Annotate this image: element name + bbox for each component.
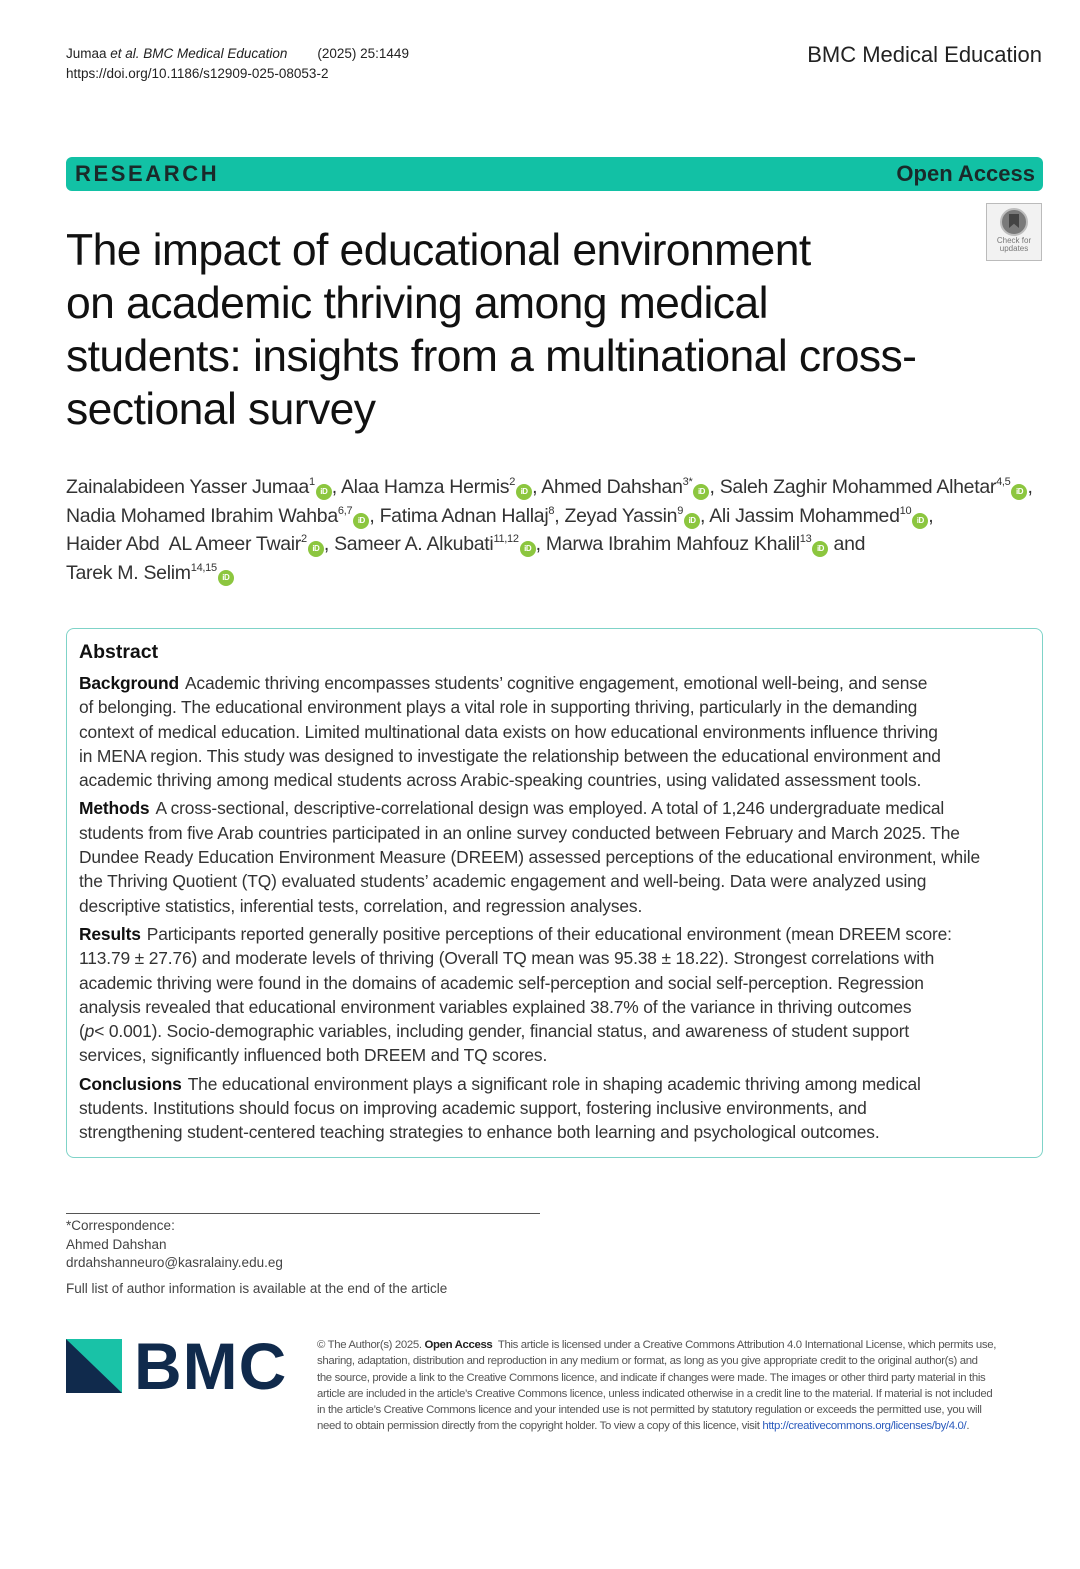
orcid-icon[interactable]: iD xyxy=(308,541,324,557)
text-line: 113.79 ± 27.76) and moderate levels of thriving (Overall TQ mean was 95.38 ± 18.22). Strongest correlations with xyxy=(79,948,935,969)
correspondence-label: *Correspondence: xyxy=(66,1218,175,1233)
author-line xyxy=(66,559,1046,588)
text-line: academic thriving were found in the domains of academic self-perception and social self-perception. Regression xyxy=(79,972,924,993)
affiliation: 8 xyxy=(548,504,555,517)
correspondence-email[interactable]: drdahshanneuro@kasralainy.edu.eg xyxy=(66,1255,283,1270)
text-line: sharing, adaptation, distribution and reproduction in any medium or format, as long as you give appropriate credit to the original author(s) and xyxy=(317,1355,978,1368)
separator: , xyxy=(331,476,341,498)
license-notice xyxy=(317,1337,1045,1435)
author-name: Marwa Ibrahim Mahfouz Khalil xyxy=(545,533,800,555)
abstract-conclusions xyxy=(79,1072,1030,1145)
author[interactable] xyxy=(66,476,341,498)
orcid-icon[interactable]: iD xyxy=(912,513,928,529)
check-for-updates-button[interactable] xyxy=(986,203,1042,261)
author-name: Fatima Adnan Hallaj xyxy=(379,504,549,527)
affiliation: 3* xyxy=(682,476,693,488)
title-line: students: insights from a multinational cross- xyxy=(66,332,917,381)
citation-volume: (2025) 25:1449 xyxy=(317,46,409,61)
author[interactable] xyxy=(334,533,546,555)
check-for-updates-line1: Check for xyxy=(996,236,1032,245)
author-list xyxy=(66,473,1046,587)
p-paren: ( xyxy=(79,1021,85,1042)
author-line xyxy=(66,530,1046,559)
license-link[interactable]: http://creativecommons.org/licenses/by/4.0/ xyxy=(762,1420,967,1433)
separator: , xyxy=(554,504,565,527)
article-title xyxy=(66,224,966,436)
author-info-note: Full list of author information is available at the end of the article xyxy=(66,1281,448,1296)
text-line: of belonging. The educational environment plays a vital role in supporting thriving, particularly in the demanding xyxy=(79,697,918,718)
abstract-heading: Abstract xyxy=(79,641,159,663)
text-line: students from five Arab countries participated in an online survey conducted between February and March 2025. The xyxy=(79,822,960,843)
section-label: Conclusions xyxy=(79,1073,182,1094)
affiliation: 10 xyxy=(899,504,912,517)
affiliation: 14,15 xyxy=(190,561,217,574)
section-label: Background xyxy=(79,673,179,693)
text-line: Participants reported generally positive perceptions of their educational environment (mean DREEM score: xyxy=(146,923,952,944)
check-for-updates-line2: updates xyxy=(999,244,1029,253)
footnote-divider xyxy=(66,1213,540,1214)
citation-journal: et al. BMC Medical Education xyxy=(110,46,288,61)
author-name: Ahmed Dahshan xyxy=(541,476,683,498)
author-name: Zeyad Yassin xyxy=(564,504,678,527)
open-access-label: Open Access xyxy=(424,1339,493,1351)
author[interactable] xyxy=(546,533,865,555)
period: . xyxy=(966,1420,970,1433)
citation-header xyxy=(66,44,409,84)
logo-text: BMC xyxy=(134,1329,288,1403)
orcid-icon[interactable]: iD xyxy=(693,484,709,500)
p-symbol: p xyxy=(84,1021,95,1042)
author[interactable] xyxy=(720,476,1033,498)
author-name: Zainalabideen Yasser Jumaa xyxy=(66,476,309,498)
separator: , xyxy=(928,504,934,527)
abstract-background xyxy=(79,671,1030,792)
citation-authors: Jumaa xyxy=(66,46,111,61)
separator: , xyxy=(700,504,710,527)
author[interactable] xyxy=(66,533,334,555)
journal-name: BMC Medical Education xyxy=(807,42,1042,67)
abstract-methods xyxy=(79,796,1030,917)
separator: , xyxy=(709,476,720,498)
section-label: Methods xyxy=(79,798,150,819)
separator: , xyxy=(532,476,542,498)
author-name: Alaa Hamza Hermis xyxy=(340,476,510,498)
text-line: < 0.001). Socio-demographic variables, including gender, financial status, and awareness of student support xyxy=(94,1021,910,1042)
separator: , xyxy=(1027,476,1033,498)
text-line: the source, provide a link to the Creative Commons licence, and indicate if changes were made. The images or other third party material in this xyxy=(317,1371,986,1384)
orcid-icon[interactable]: iD xyxy=(812,541,828,557)
separator: , xyxy=(535,533,546,555)
doi-link[interactable]: https://doi.org/10.1186/s12909-025-08053-2 xyxy=(66,66,329,81)
author[interactable] xyxy=(66,505,380,527)
author-name: Haider Abd AL Ameer Twair xyxy=(66,533,301,555)
correspondence xyxy=(66,1217,283,1273)
author-name: Nadia Mohamed Ibrahim Wahba xyxy=(66,504,338,527)
title-line: The impact of educational environment xyxy=(66,226,811,275)
author[interactable] xyxy=(564,505,709,527)
text-line: the Thriving Quotient (TQ) evaluated students’ academic engagement and well-being. Data were analyzed using xyxy=(79,871,927,892)
affiliation: 6,7 xyxy=(337,504,353,517)
text-line: Academic thriving encompasses students’ cognitive engagement, emotional well-being, and sense xyxy=(184,673,928,693)
copyright: © The Author(s) 2025. xyxy=(317,1339,422,1351)
orcid-icon[interactable]: iD xyxy=(316,484,332,500)
orcid-icon[interactable]: iD xyxy=(218,570,234,586)
orcid-icon[interactable]: iD xyxy=(516,484,532,500)
author[interactable] xyxy=(709,505,933,527)
text-line: This article is licensed under a Creative Commons Attribution 4.0 International License, which permits use, xyxy=(497,1339,997,1351)
article-type-banner xyxy=(66,157,1043,191)
abstract-results xyxy=(79,922,1030,1068)
affiliation: 13 xyxy=(799,533,812,545)
text-line: strengthening student-centered teaching strategies to enhance both learning and psychological outcomes. xyxy=(79,1122,880,1143)
affiliation: 1 xyxy=(308,476,315,488)
orcid-icon[interactable]: iD xyxy=(520,541,536,557)
affiliation: 11,12 xyxy=(493,533,519,545)
text-line: students. Institutions should focus on improving academic support, fostering inclusive environments, and xyxy=(79,1098,867,1119)
author[interactable] xyxy=(541,476,719,498)
citation-line xyxy=(66,44,409,64)
orcid-icon[interactable]: iD xyxy=(684,513,700,529)
text-line: The educational environment plays a significant role in shaping academic thriving among medical xyxy=(187,1073,921,1094)
text-line: in MENA region. This study was designed to investigate the relationship between the educational environment and xyxy=(79,745,941,766)
orcid-icon[interactable]: iD xyxy=(1011,484,1027,500)
correspondence-name: Ahmed Dahshan xyxy=(66,1236,167,1252)
text-line: context of medical education. Limited multinational data exists on how educational environments influence thriving xyxy=(79,721,938,742)
author-name: Ali Jassim Mohammed xyxy=(709,504,900,527)
text-line: academic thriving among medical students across Arabic-speaking countries, using validated assessment tools. xyxy=(79,770,922,791)
text-line: article are included in the article’s Creative Commons licence, unless indicated otherwise in a credit line to the material. If material is not included xyxy=(317,1387,993,1400)
abstract-box xyxy=(66,628,1043,1158)
title-line: sectional survey xyxy=(66,385,376,434)
text-line: need to obtain permission directly from the copyright holder. To view a copy of this licence, visit xyxy=(317,1420,763,1433)
text-line: Dundee Ready Education Environment Measure (DREEM) assessed perceptions of the educational environment, while xyxy=(79,847,981,868)
article-type-label: RESEARCH xyxy=(75,161,220,186)
text-line: analysis revealed that educational environment variables explained 38.7% of the variance in thriving outcomes xyxy=(79,996,912,1017)
author-name: Saleh Zaghir Mohammed Alhetar xyxy=(719,476,997,498)
title-line: on academic thriving among medical xyxy=(66,279,768,328)
orcid-icon[interactable]: iD xyxy=(353,513,369,529)
affiliation: 9 xyxy=(677,504,684,517)
affiliation: 4,5 xyxy=(996,476,1011,488)
bookmark-icon xyxy=(1000,208,1028,236)
affiliation: 2 xyxy=(301,533,307,545)
section-label: Results xyxy=(79,923,141,944)
open-access-label: Open Access xyxy=(896,161,1035,186)
affiliation: 2 xyxy=(509,476,516,488)
author-line xyxy=(66,502,1046,531)
text-line: descriptive statistics, inferential tests, correlation, and regression analyses. xyxy=(79,895,643,916)
text-line: in the article’s Creative Commons licence and your intended use is not permitted by statutory regulation or exceeds the permitted use, you will xyxy=(317,1404,982,1417)
author-line xyxy=(66,473,1046,502)
separator: and xyxy=(828,533,866,555)
separator: , xyxy=(323,533,335,555)
text-line: A cross-sectional, descriptive-correlational design was employed. A total of 1,246 undergraduate medical xyxy=(155,798,945,819)
separator: , xyxy=(369,504,380,527)
author[interactable] xyxy=(380,505,565,527)
author[interactable] xyxy=(66,562,234,584)
author-name: Tarek M. Selim xyxy=(66,561,191,584)
text-line: services, significantly influenced both DREEM and TQ scores. xyxy=(79,1045,548,1066)
author-name: Sameer A. Alkubati xyxy=(334,533,494,555)
author[interactable] xyxy=(341,476,541,498)
bmc-logo xyxy=(66,1329,288,1403)
